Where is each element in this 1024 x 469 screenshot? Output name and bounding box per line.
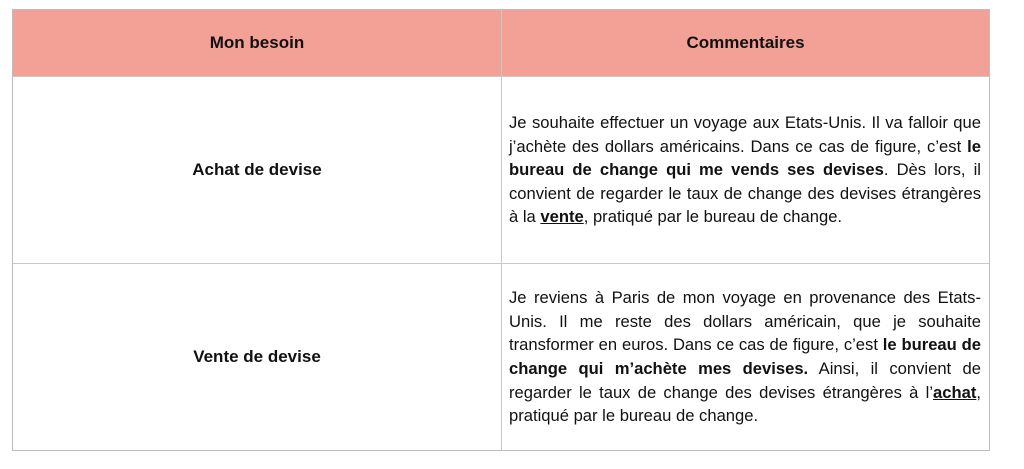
comment-text xyxy=(502,286,989,428)
table-header-row xyxy=(13,10,989,76)
need-cell xyxy=(13,264,502,450)
comment-part3: , pratiqué par le bureau de change. xyxy=(509,382,981,426)
comment-cell xyxy=(502,264,989,450)
header-need xyxy=(13,10,502,76)
comment-underlined: vente xyxy=(540,207,584,227)
table-row xyxy=(13,76,989,263)
comment-cell xyxy=(502,77,989,263)
comment-part3: , pratiqué par le bureau de change. xyxy=(583,207,843,227)
comparison-table xyxy=(12,9,990,451)
comment-part2: Ainsi, il convient de regarder le taux de change des devises étrangères à l’ xyxy=(509,359,981,402)
header-comment-label: Commentaires xyxy=(686,33,805,52)
header-comment xyxy=(502,10,989,76)
comment-part1: Je souhaite effectuer un voyage aux Etats-Unis. Il va falloir que j’achète des dollars américains. Dans ce cas de figure, c’est xyxy=(509,113,981,156)
table-row xyxy=(13,263,989,450)
need-cell xyxy=(13,77,502,263)
header-need-label: Mon besoin xyxy=(209,33,305,52)
comment-text xyxy=(502,111,989,229)
comment-part2: . Dès lors, il convient de regarder le taux de change des devises étrangères à la xyxy=(509,160,981,227)
comment-bold: le bureau de change qui me vends ses devises xyxy=(509,136,981,180)
comment-underlined: achat xyxy=(933,382,977,402)
comment-bold: le bureau de change qui m’achète mes devises. xyxy=(509,335,981,378)
need-label: Vente de devise xyxy=(193,347,321,366)
need-label: Achat de devise xyxy=(192,160,322,179)
comment-part1: Je reviens à Paris de mon voyage en provenance des Etats-Unis. Il me reste des dollars américain, que je souhaite transformer en euros. Dans ce cas de figure, c’est xyxy=(509,288,981,355)
